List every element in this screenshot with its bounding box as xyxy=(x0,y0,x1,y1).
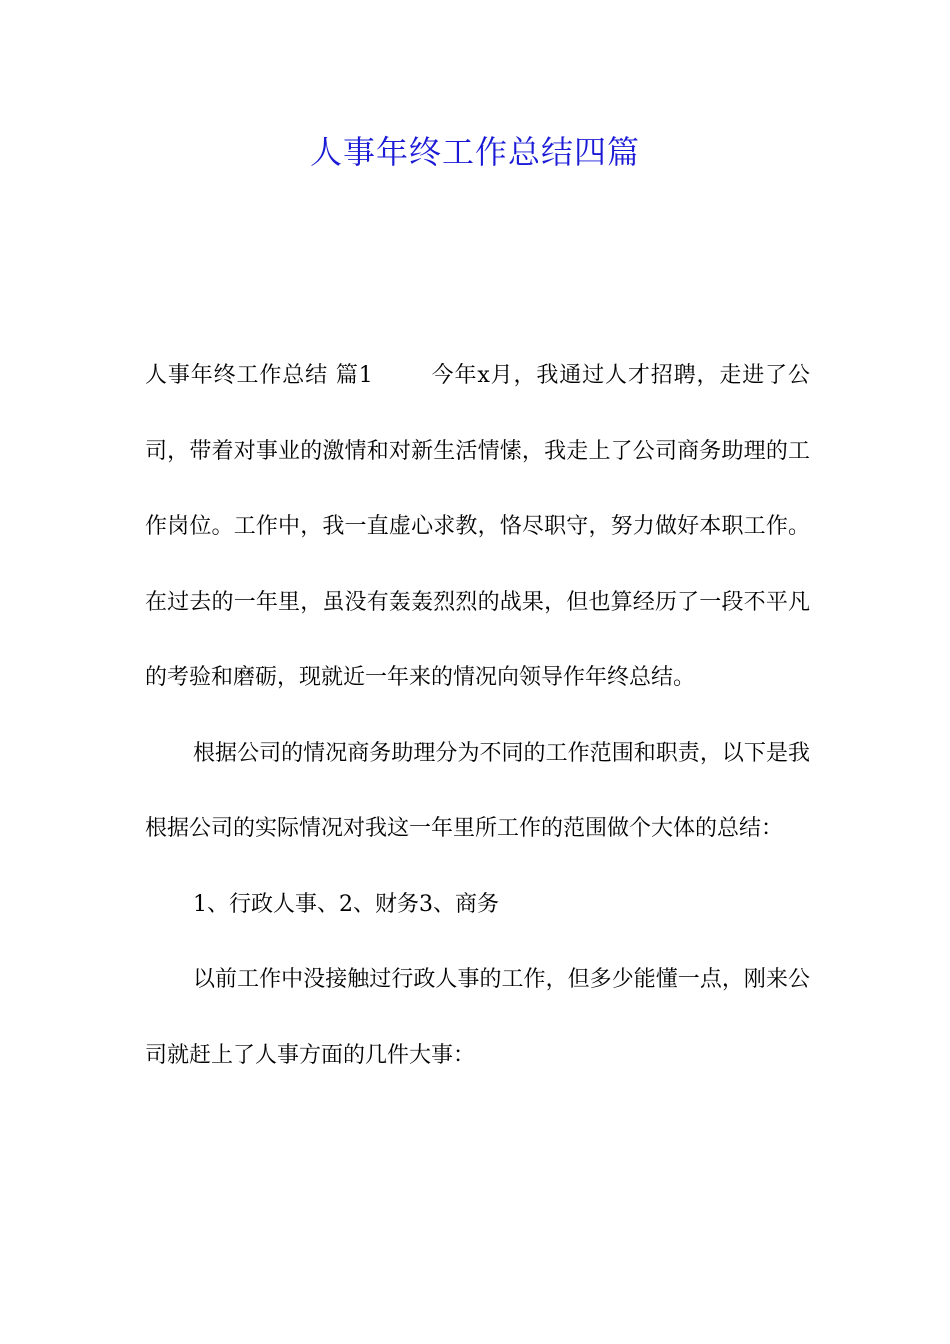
paragraph-2: 根据公司的情况商务助理分为不同的工作范围和职责，以下是我根据公司的实际情况对我这一年里所工作的范围做个大体的总结： xyxy=(145,740,810,841)
paragraph-4: 以前工作中没接触过行政人事的工作，但多少能懂一点，刚来公司就赶上了人事方面的几件大事： xyxy=(145,967,810,1068)
section-heading: 人事年终工作总结 篇1 xyxy=(145,363,373,388)
document-body xyxy=(145,338,810,1093)
paragraph-3: 1、行政人事、2、财务3、商务 xyxy=(193,891,499,917)
paragraph-1-text: 今年x月，我通过人才招聘，走进了公司，带着对事业的激情和对新生活情愫，我走上了公司商务助理的工作岗位。工作中，我一直虚心求教，恪尽职守，努力做好本职工作。在过去的一年里，虽没有轰轰烈烈的战果，但也算经历了一段不平凡的考验和磨砺，现就近一年来的情况向领导作年终总结。 xyxy=(145,363,810,690)
paragraph-intro xyxy=(145,338,810,716)
document-title: 人事年终工作总结四篇 xyxy=(309,133,640,171)
